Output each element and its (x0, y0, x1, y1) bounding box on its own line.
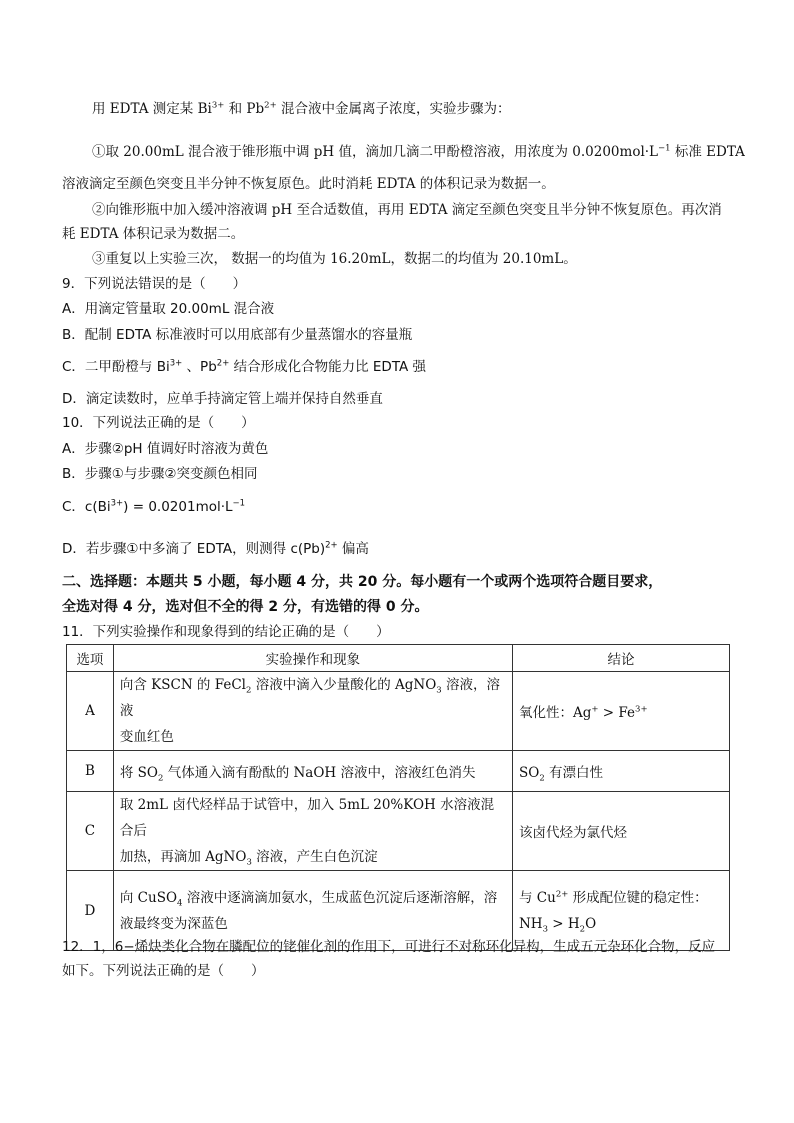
header-conclusion: 结论 (512, 645, 729, 672)
step3-line: ③重复以上实验三次， 数据一的均值为 16.20mL，数据二的均值为 20.10mL。 (92, 251, 577, 267)
section-heading-line2: 全选对得 4 分，选对但不全的得 2 分，有选错的得 0 分。 (62, 599, 429, 615)
intro-line (92, 100, 510, 118)
q9-option-c (62, 358, 426, 376)
section-heading-line1: 二、选择题：本题共 5 小题，每小题 4 分，共 20 分。每小题有一个或两个选项符合题目要求， (62, 574, 663, 590)
q11-stem: 11．下列实验操作和现象得到的结论正确的是（ ） (62, 624, 390, 640)
table-row (67, 751, 730, 792)
step1-text: ①取 20.00mL 混合液于锥形瓶中调 pH 值，滴加几滴二甲酚橙溶液，用浓度为 0.0200mol·L (92, 144, 659, 160)
step2-line2: 耗 EDTA 体积记录为数据二。 (62, 226, 245, 242)
row-option: A (67, 672, 114, 751)
q10-stem: 10．下列说法正确的是（ ） (62, 415, 255, 431)
table-row (67, 792, 730, 871)
superscript: 3+ (169, 358, 183, 369)
intro-text: 用 EDTA 测定某 Bi (92, 101, 212, 117)
superscript: 2+ (216, 358, 230, 369)
row-option: C (67, 792, 114, 871)
header-option: 选项 (67, 645, 114, 672)
option-text: C．二甲酚橙与 Bi (62, 359, 170, 375)
option-text: ) = 0.0201mol·L (123, 499, 233, 515)
table-row (67, 672, 730, 751)
superscript: 3+ (211, 100, 225, 111)
row-option: B (67, 751, 114, 792)
q12-line2: 如下。下列说法正确的是（ ） (62, 963, 265, 979)
superscript: −1 (658, 143, 671, 154)
q10-option-a: A．步骤②pH 值调好时溶液为黄色 (62, 441, 269, 457)
row-operation: 取 2mL 卤代烃样品于试管中，加入 5mL 20%KOH 水溶液混合后 加热，再滴加 AgNO$_3$ 溶液，产生白色沉淀 (113, 792, 512, 871)
superscript: 3+ (110, 498, 124, 509)
q10-option-d (62, 540, 369, 558)
intro-text: 和 Pb (224, 101, 265, 117)
intro-text: 混合液中金属离子浓度，实验步骤为： (276, 101, 511, 117)
q10-option-b: B．步骤①与步骤②突变颜色相同 (62, 466, 258, 482)
q11-table (66, 644, 730, 951)
q12-line1: 12．1，6−烯炔类化合物在膦配位的铑催化剂的作用下，可进行不对称环化异构，生成五元杂环化合物，反应 (62, 939, 716, 955)
superscript: 2+ (325, 540, 338, 551)
table-header-row (67, 645, 730, 672)
option-text: D．若步骤①中多滴了 EDTA，则测得 c(Pb) (62, 541, 326, 557)
header-operation: 实验操作和现象 (113, 645, 512, 672)
row-conclusion: 氧化性：$Ag^+ > Fe^{3+}$ (512, 672, 729, 751)
row-conclusion: 与 $Cu^{2+}$ 形成配位键的稳定性： $NH_3 > H_2O$ (512, 871, 729, 951)
q9-option-a: A．用滴定管量取 20.00mL 混合液 (62, 301, 275, 317)
option-text: 结合形成化合物能力比 EDTA 强 (229, 359, 427, 375)
q9-option-b: B．配制 EDTA 标准液时可以用底部有少量蒸馏水的容量瓶 (62, 327, 413, 343)
option-text: 偏高 (337, 541, 369, 557)
q10-option-c (62, 498, 245, 516)
step1-text: 标准 EDTA (670, 144, 745, 160)
step2-line1: ②向锥形瓶中加入缓冲溶液调 pH 至合适数值，再用 EDTA 滴定至颜色突变且半分钟不恢复原色。再次消 (92, 202, 722, 218)
q9-option-d: D．滴定读数时，应单手持滴定管上端并保持自然垂直 (62, 391, 383, 407)
superscript: −1 (232, 498, 246, 509)
row-option: D (67, 871, 114, 951)
step1-line2: 溶液滴定至颜色突变且半分钟不恢复原色。此时消耗 EDTA 的体积记录为数据一。 (62, 176, 555, 192)
option-text: C．c(Bi (62, 499, 111, 515)
row-operation: 将 $SO_2$ 气体通入滴有酚酞的 NaOH 溶液中，溶液红色消失 (113, 751, 512, 792)
row-operation: 向 CuSO$_4$ 溶液中逐滴滴加氨水，生成蓝色沉淀后逐渐溶解，溶 液最终变为深蓝色 (113, 871, 512, 951)
row-operation: 向含 KSCN 的 FeCl$_2$ 溶液中滴入少量酸化的 AgNO$_3$ 溶液，溶液 变血红色 (113, 672, 512, 751)
superscript: 2+ (264, 100, 277, 111)
option-text: 、Pb (182, 359, 217, 375)
q9-stem: 9．下列说法错误的是（ ） (62, 276, 247, 292)
row-conclusion: $SO_2$ 有漂白性 (512, 751, 729, 792)
row-conclusion: 该卤代烃为氯代烃 (512, 792, 729, 871)
step1-line1 (92, 143, 745, 161)
